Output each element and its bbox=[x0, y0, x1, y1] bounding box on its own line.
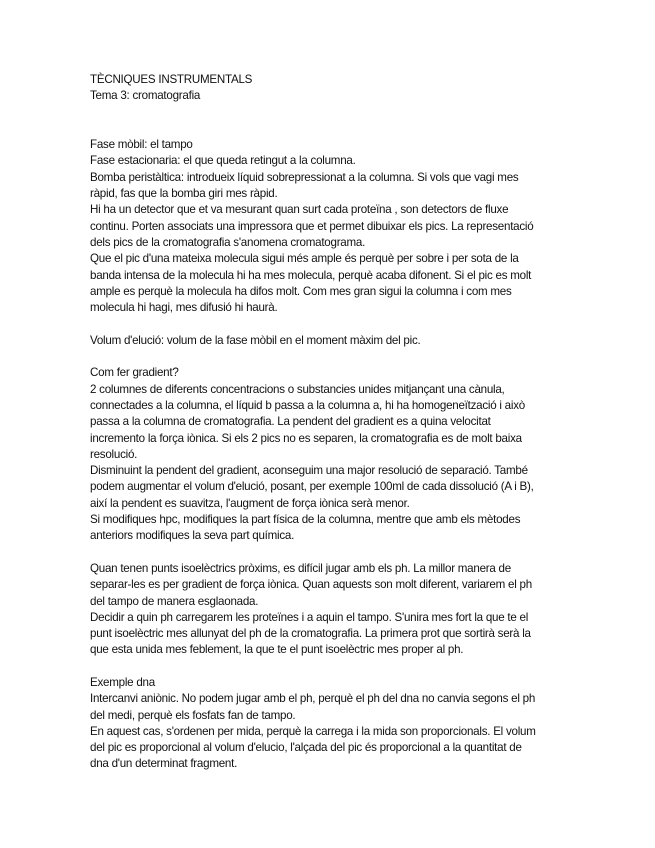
text-line: resolució. bbox=[90, 447, 138, 461]
spacer bbox=[90, 121, 570, 137]
text-line: incremento la força iònica. Si els 2 pics no es separen, la cromatografia es de molt baixa bbox=[90, 431, 522, 445]
text-line: Com fer gradient? bbox=[90, 366, 179, 380]
text-line: que esta unida mes feblement, la que te el punt isoelèctric mes proper al ph. bbox=[90, 643, 464, 657]
text-line: Hi ha un detector que et va mesurant quan surt cada proteïna , son detectors de fluxe bbox=[90, 203, 509, 217]
text-line: Bomba peristàltica: introdueix líquid sobrepressionat a la columna. Si vols que vagi mes bbox=[90, 170, 519, 184]
section-2 bbox=[90, 333, 570, 349]
text-line: dna d'un determinat fragment. bbox=[90, 757, 238, 771]
text-line: 2 columnes de diferents concentracions o substancies unides mitjançant una cànula, bbox=[90, 382, 505, 396]
topic-title: Tema 3: cromatografia bbox=[90, 89, 201, 103]
section-3 bbox=[90, 365, 570, 544]
text-line: Decidir a quin ph carregarem les proteïnes i a aquin el tampo. S'unira mes fort la que te el bbox=[90, 610, 529, 624]
spacer bbox=[90, 349, 570, 365]
spacer bbox=[90, 316, 570, 332]
text-line: En aquest cas, s'ordenen per mida, perquè la carrega i la mida son proporcionals. El volum bbox=[90, 724, 536, 738]
document-page bbox=[90, 72, 570, 773]
text-line: banda intensa de la molecula hi ha mes molecula, perquè acaba difonent. Si el pic es molt bbox=[90, 268, 532, 282]
text-line: Si modifiques hpc, modifiques la part física de la columna, mentre que amb els mètodes bbox=[90, 513, 521, 527]
section-4 bbox=[90, 561, 570, 659]
course-title: TÈCNIQUES INSTRUMENTALS bbox=[90, 73, 253, 86]
text-line: Exemple dna bbox=[90, 675, 155, 689]
text-line: molecula hi hagi, mes difusió hi haurà. bbox=[90, 301, 278, 315]
section-1 bbox=[90, 137, 570, 316]
text-line: del tampo de manera esglaonada. bbox=[90, 594, 259, 608]
text-line: així la pendent es suavitza, l'augment de força iònica serà menor. bbox=[90, 496, 410, 510]
text-line: separar-les es per gradient de força iònica. Quan aquests son molt diferent, variarem el ph bbox=[90, 578, 532, 592]
text-line: Fase mòbil: el tampo bbox=[90, 138, 193, 152]
text-line: continu. Porten associats una impressora que et permet dibuixar els pics. La representació bbox=[90, 219, 534, 233]
spacer bbox=[90, 545, 570, 561]
spacer bbox=[90, 659, 570, 675]
text-line: anteriors modifiques la seva part química. bbox=[90, 529, 295, 543]
spacer bbox=[90, 105, 570, 121]
text-line: del medi, perquè els fosfats fan de tampo. bbox=[90, 708, 296, 722]
document-body bbox=[90, 137, 570, 773]
text-line: punt isoelèctric mes allunyat del ph de la cromatografia. La primera prot que sortirà serà la bbox=[90, 627, 531, 641]
text-line: Que el pic d'una mateixa molecula sigui més ample és perquè per sobre i per sota de la bbox=[90, 252, 519, 266]
text-line: Quan tenen punts isoelèctrics pròxims, es difícil jugar amb els ph. La millor manera de bbox=[90, 561, 511, 575]
text-line: podem augmentar el volum d'elució, posant, per exemple 100ml de cada dissolució (A i B), bbox=[90, 480, 534, 494]
text-line: ràpid, fas que la bomba giri mes ràpid. bbox=[90, 187, 278, 201]
text-line: Intercanvi aniònic. No podem jugar amb el ph, perquè el ph del dna no canvia segons el ph bbox=[90, 692, 536, 706]
text-line: Disminuint la pendent del gradient, aconseguim una major resolució de separació. També bbox=[90, 464, 528, 478]
text-line: ample es perquè la molecula ha difos molt. Com mes gran sigui la columna i com mes bbox=[90, 284, 512, 298]
text-line: Fase estacionaria: el que queda retingut a la columna. bbox=[90, 154, 356, 168]
document-header bbox=[90, 72, 570, 105]
text-line: connectades a la columna, el líquid b passa a la columna a, hi ha homogeneïtzació i això bbox=[90, 398, 525, 412]
text-line: del pic es proporcional al volum d'elucio, l'alçada del pic és proporcional a la quantitat de bbox=[90, 741, 522, 755]
text-line: dels pics de la cromatografia s'anomena cromatograma. bbox=[90, 235, 366, 249]
section-5 bbox=[90, 675, 570, 773]
text-line: Volum d'elució: volum de la fase mòbil en el moment màxim del pic. bbox=[90, 333, 421, 347]
text-line: passa a la columna de cromatografia. La pendent del gradient es a quina velocitat bbox=[90, 415, 491, 429]
